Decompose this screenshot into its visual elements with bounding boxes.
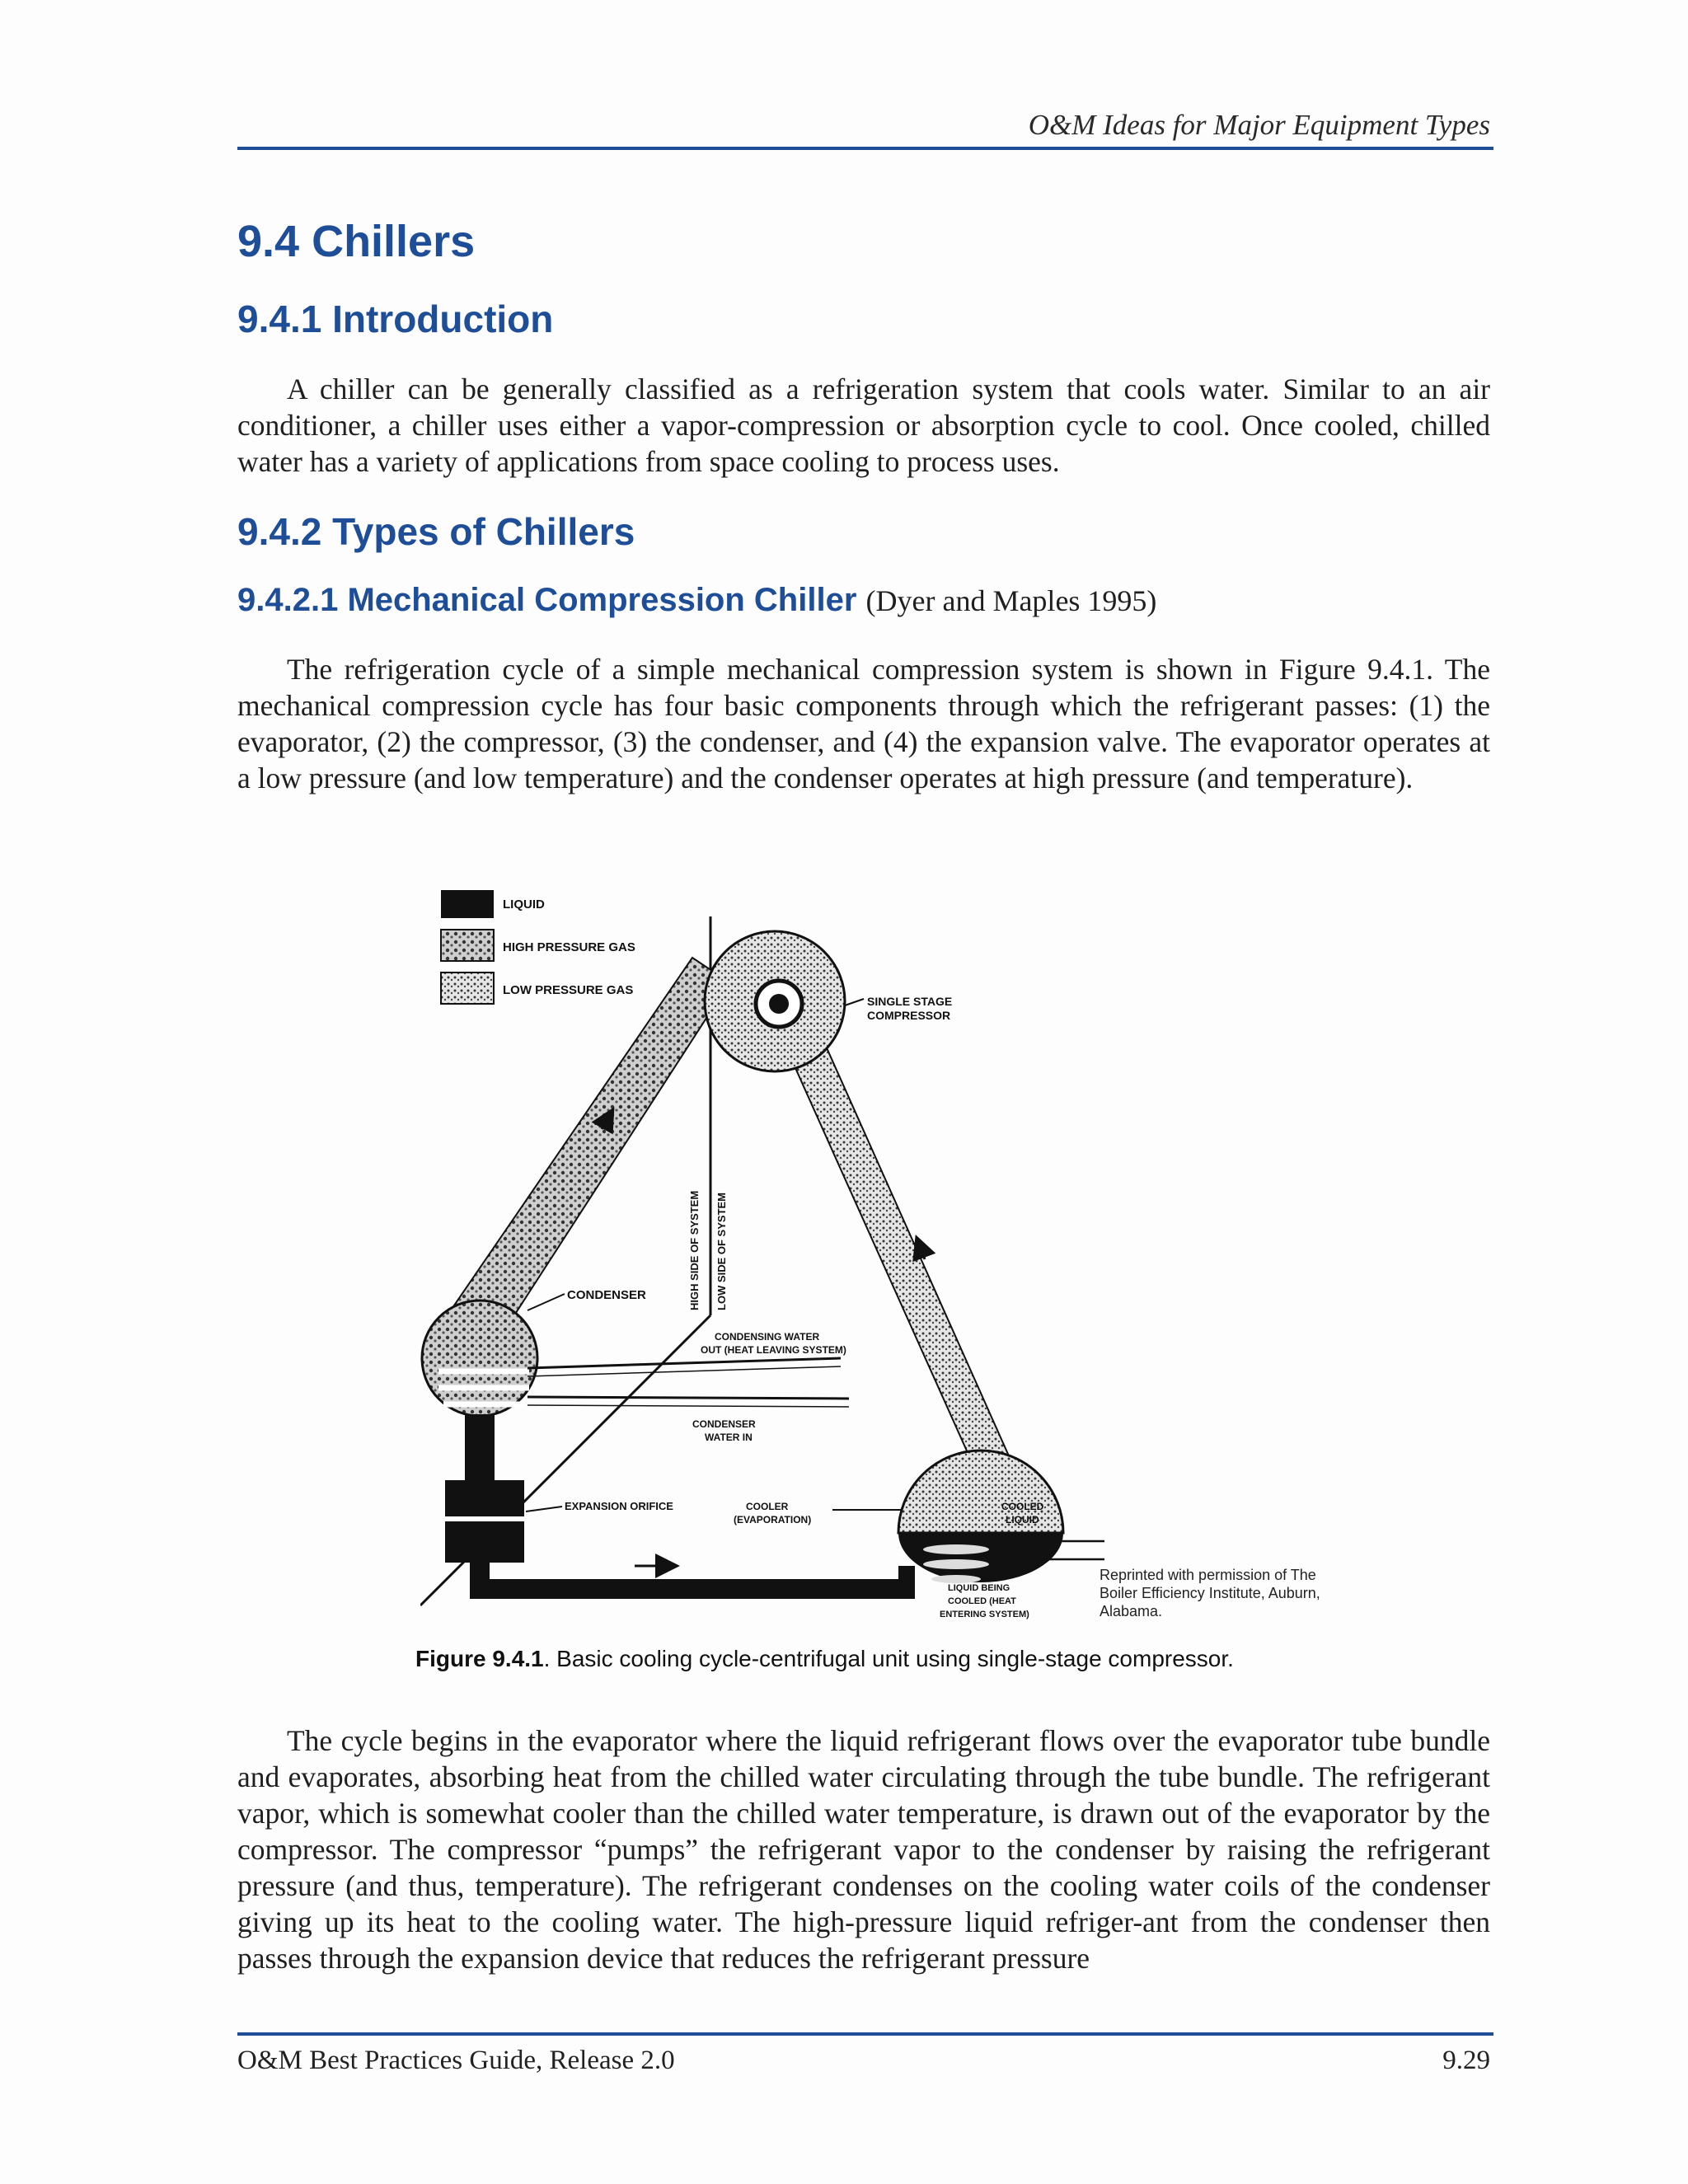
label-cooler-1: COOLER — [746, 1501, 789, 1512]
label-cooled-liquid-2: LIQUID — [1006, 1514, 1039, 1526]
figure-credit: Reprinted with permission of The Boiler Efficiency Institute, Auburn, Alabama. — [1100, 1567, 1320, 1619]
label-high-side: HIGH SIDE OF SYSTEM — [688, 1190, 701, 1310]
label-compressor-1: SINGLE STAGE — [867, 995, 953, 1008]
legend-swatch-high-pressure-gas — [441, 930, 494, 961]
condensing-water-out-line-2 — [528, 1366, 841, 1376]
label-condenser: CONDENSER — [567, 1288, 646, 1302]
liquid-line-to-evaporator — [470, 1563, 915, 1599]
label-compressor-2: COMPRESSOR — [867, 1009, 951, 1022]
label-low-side: LOW SIDE OF SYSTEM — [715, 1192, 728, 1310]
condenser-water-in-line-2 — [528, 1405, 849, 1407]
compressor-hub — [769, 994, 789, 1014]
expansion-orifice-band — [445, 1516, 524, 1521]
compressor-leader — [845, 999, 864, 1005]
condenser — [422, 1301, 537, 1416]
types-heading: 9.4.2 Types of Chillers — [237, 510, 635, 553]
condensing-water-out-line — [528, 1358, 841, 1368]
condenser-water-in-line — [528, 1397, 849, 1399]
page-number: 9.29 — [1442, 2046, 1490, 2075]
figure-caption-text: . Basic cooling cycle-centrifugal unit using single-stage compressor. — [543, 1646, 1234, 1671]
condenser-leader — [528, 1294, 565, 1310]
refrigeration-cycle-diagram — [420, 890, 1327, 1632]
label-expansion: EXPANSION ORIFICE — [565, 1500, 673, 1512]
label-liquid-being-cooled-3: ENTERING SYSTEM) — [940, 1610, 1029, 1619]
running-head: O&M Ideas for Major Equipment Types — [1028, 109, 1490, 141]
expansion-leader — [526, 1507, 562, 1511]
label-condenser-water-in-2: WATER IN — [705, 1432, 753, 1443]
legend-label-high-pressure-gas: HIGH PRESSURE GAS — [503, 940, 635, 954]
liquid-drop-line — [465, 1414, 495, 1480]
figure-caption — [415, 1646, 1234, 1672]
label-condensing-water-out-2: OUT (HEAT LEAVING SYSTEM) — [701, 1344, 846, 1356]
label-liquid-being-cooled-1: LIQUID BEING — [948, 1583, 1010, 1593]
header-rule — [237, 147, 1493, 150]
footer-rule — [237, 2032, 1493, 2036]
legend-label-liquid: LIQUID — [503, 898, 545, 912]
label-condensing-water-out-1: CONDENSING WATER — [715, 1331, 820, 1343]
intro-paragraph: A chiller can be generally classified as a refrigeration system that cools water. Similar to an air conditioner, a chiller uses either a vapor-compression or absorption cycle to cool. Once cooled, chilled water has a variety of applications from space cooling to process uses. — [237, 373, 1490, 478]
legend-swatch-low-pressure-gas — [441, 972, 494, 1004]
figure-diagram — [420, 890, 1327, 1632]
figure-caption-label: Figure 9.4.1 — [415, 1646, 544, 1671]
high-pressure-pipe — [445, 958, 729, 1343]
label-cooled-liquid-1: COOLED — [1001, 1501, 1044, 1512]
label-liquid-being-cooled-2: COOLED (HEAT — [948, 1596, 1016, 1606]
mech-heading-citation: (Dyer and Maples 1995) — [865, 584, 1157, 617]
evaporator-tube-3 — [931, 1575, 981, 1583]
label-condenser-water-in-1: CONDENSER — [692, 1418, 756, 1430]
evaporator-tube-2 — [923, 1559, 989, 1569]
mech-paragraph: The refrigeration cycle of a simple mechanical compression system is shown in Figure 9.4.1. The mechanical compression cycle has four basic components through which the refrigerant passes: (1) the evaporator, (2) the compressor, (3) the condenser, and (4) the expansion valve. The evaporator operates at a low pressure (and low temperature) and the condenser operates at high pressure (and temperature). — [237, 653, 1490, 794]
section-title: 9.4 Chillers — [237, 217, 476, 266]
mech-heading-title: 9.4.2.1 Mechanical Compression Chiller — [237, 582, 857, 618]
label-cooler-2: (EVAPORATION) — [734, 1514, 812, 1526]
legend-swatch-liquid — [441, 890, 494, 918]
legend-label-low-pressure-gas: LOW PRESSURE GAS — [503, 983, 634, 997]
cycle-paragraph: The cycle begins in the evaporator where the liquid refrigerant flows over the evaporator tube bundle and evaporates, absorbing heat from the chilled water circulating through the tube bundle. The refrigerant vapor, which is somewhat cooler than the chilled water temperature, is drawn out of the evaporator by the compressor. The compressor “pumps” the refrigerant vapor to the condenser by raising the refrigerant pressure (and thus, temperature). The refrigerant condenses on the cooling water coils of the condenser giving up its heat to the cooling water. The high-pressure liquid refriger-ant from the condenser then passes through the expansion device that reduces the refrigerant pressure — [237, 1724, 1490, 1975]
low-pressure-pipe — [775, 1005, 1014, 1479]
intro-heading: 9.4.1 Introduction — [237, 298, 554, 340]
evaporator-tube-1 — [923, 1544, 989, 1554]
footer-title: O&M Best Practices Guide, Release 2.0 — [237, 2046, 675, 2075]
mech-heading — [237, 582, 1156, 619]
